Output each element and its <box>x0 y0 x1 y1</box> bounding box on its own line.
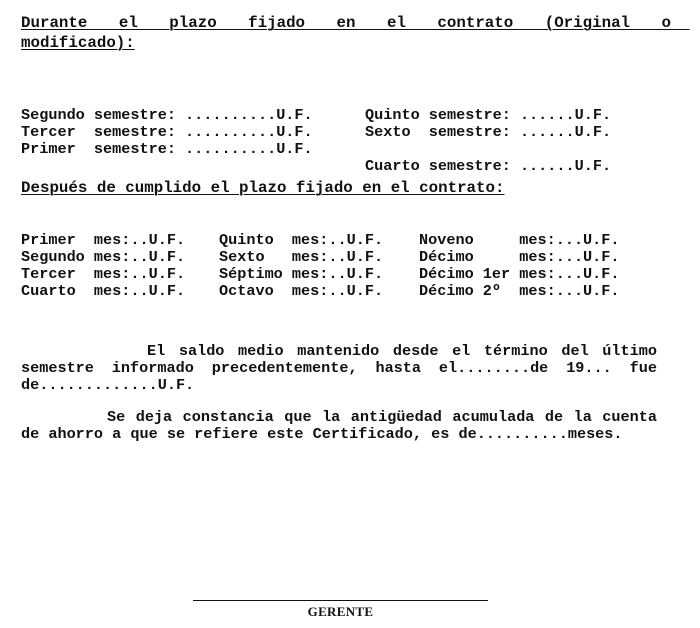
semester-cell: Sexto semestre: ......U.F. <box>365 123 612 141</box>
month-cell: Segundo mes:..U.F. <box>21 248 186 266</box>
semester-cell: Quinto semestre: ......U.F. <box>365 106 612 124</box>
month-cell: Noveno mes:...U.F. <box>419 231 620 249</box>
month-cell: Décimo mes:...U.F. <box>419 248 620 266</box>
month-cell: Décimo 1er mes:...U.F. <box>419 265 620 283</box>
semester-cell: Cuarto semestre: ......U.F. <box>365 157 612 175</box>
seniority-paragraph: Se deja constancia que la antigüedad acumulada de la cuenta de ahorro a que se refiere este Certificado, es de..........meses. <box>21 408 657 443</box>
signature-line <box>193 600 488 601</box>
semester-cell: Segundo semestre: ..........U.F. <box>21 106 313 124</box>
semester-cell: Primer semestre: ..........U.F. <box>21 140 313 158</box>
signature-label: GERENTE <box>307 604 374 619</box>
month-cell: Décimo 2º mes:...U.F. <box>419 282 620 300</box>
month-cell: Tercer mes:..U.F. <box>21 265 186 283</box>
month-cell: Quinto mes:..U.F. <box>219 231 384 249</box>
month-cell: Primer mes:..U.F. <box>21 231 186 249</box>
balance-paragraph: El saldo medio mantenido desde el término del último semestre informado precedentemente, hasta el........de 19... fue de.............U.F. <box>21 342 657 394</box>
month-cell: Sexto mes:..U.F. <box>219 248 384 266</box>
during-contract-heading: Durante el plazo fijado en el contrato (Original o modificado): <box>21 14 690 52</box>
month-cell: Séptimo mes:..U.F. <box>219 265 384 283</box>
semester-cell: Tercer semestre: ..........U.F. <box>21 123 313 141</box>
month-cell: Cuarto mes:..U.F. <box>21 282 186 300</box>
after-contract-heading: Después de cumplido el plazo fijado en el contrato: <box>21 179 505 197</box>
month-cell: Octavo mes:..U.F. <box>219 282 384 300</box>
